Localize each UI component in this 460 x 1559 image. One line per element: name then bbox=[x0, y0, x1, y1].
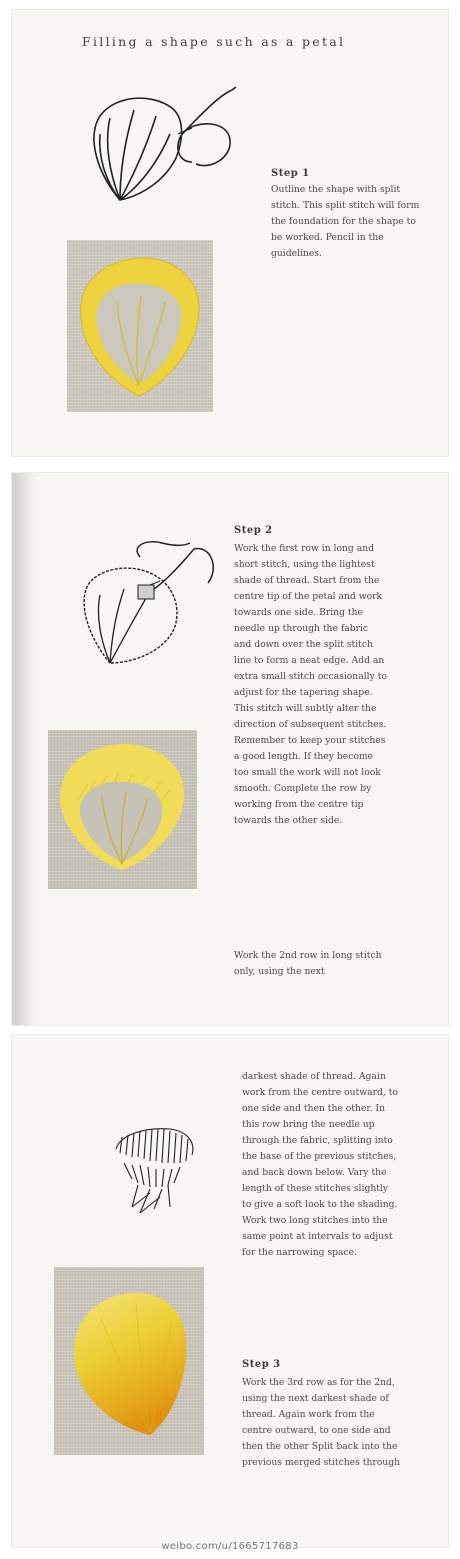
step-3-heading: Step 3 bbox=[242, 1359, 281, 1370]
needle-and-thread-icon bbox=[178, 87, 236, 166]
page-step-3 bbox=[12, 1035, 448, 1547]
petal-swatch-step-1 bbox=[67, 240, 213, 412]
needle-and-thread-icon bbox=[137, 542, 213, 589]
page-step-2 bbox=[12, 473, 448, 1025]
petal-outline-split-stitch-diagram bbox=[80, 78, 240, 208]
watermark: weibo.com/u/1665717683 bbox=[161, 1541, 299, 1552]
step-2-heading: Step 2 bbox=[234, 525, 273, 536]
step-1-text: Outline the shape with split stitch. This split stitch will form the foundation for the shape to be worked. Pencil in the guidelines. bbox=[271, 184, 420, 259]
step-2-text-2nd-row: Work the 2nd row in long stitch only, using the next bbox=[234, 950, 382, 977]
book-spine-shadow bbox=[12, 473, 38, 1025]
step-2-text: Work the first row in long and short stitch, using the lightest shade of thread. Start from the centre tip of the petal and work towards one side. Bring the needle up through the fabric and down over the split stitch line to form a neat edge. Add an extra small stitch occasionally to adjust for the tapering shape. This stitch will subtly alter the direction of subsequent stitches. Remember to keep your stitches a good length. If they become too small the work will not look smooth. Complete the row by working from the centre tip towards the other side. bbox=[234, 543, 387, 826]
continuation-text: darkest shade of thread. Again work from the centre outward, to one side and then the other. In this row bring the needle up through the fabric, splitting into the base of the previous stitches, and back down below. Vary the length of these stitches slightly to give a soft look to the shading. Work two long stitches into the same point at intervals to adjust for the narrowing space. bbox=[242, 1071, 398, 1258]
long-and-short-stitch-diagram bbox=[70, 539, 220, 669]
petal-swatch-step-3 bbox=[54, 1267, 204, 1455]
step-3-text: Work the 3rd row as for the 2nd, using the next darkest shade of thread. Again work from the centre outward, to one side and then the other Split back into the previous merged stitches through bbox=[242, 1377, 401, 1468]
petal-swatch-step-2 bbox=[48, 730, 197, 889]
step-1-heading: Step 1 bbox=[271, 168, 310, 179]
long-stitch-shading-diagram bbox=[110, 1123, 206, 1223]
page-step-1 bbox=[12, 10, 448, 456]
page-title: Filling a shape such as a petal bbox=[82, 34, 346, 49]
